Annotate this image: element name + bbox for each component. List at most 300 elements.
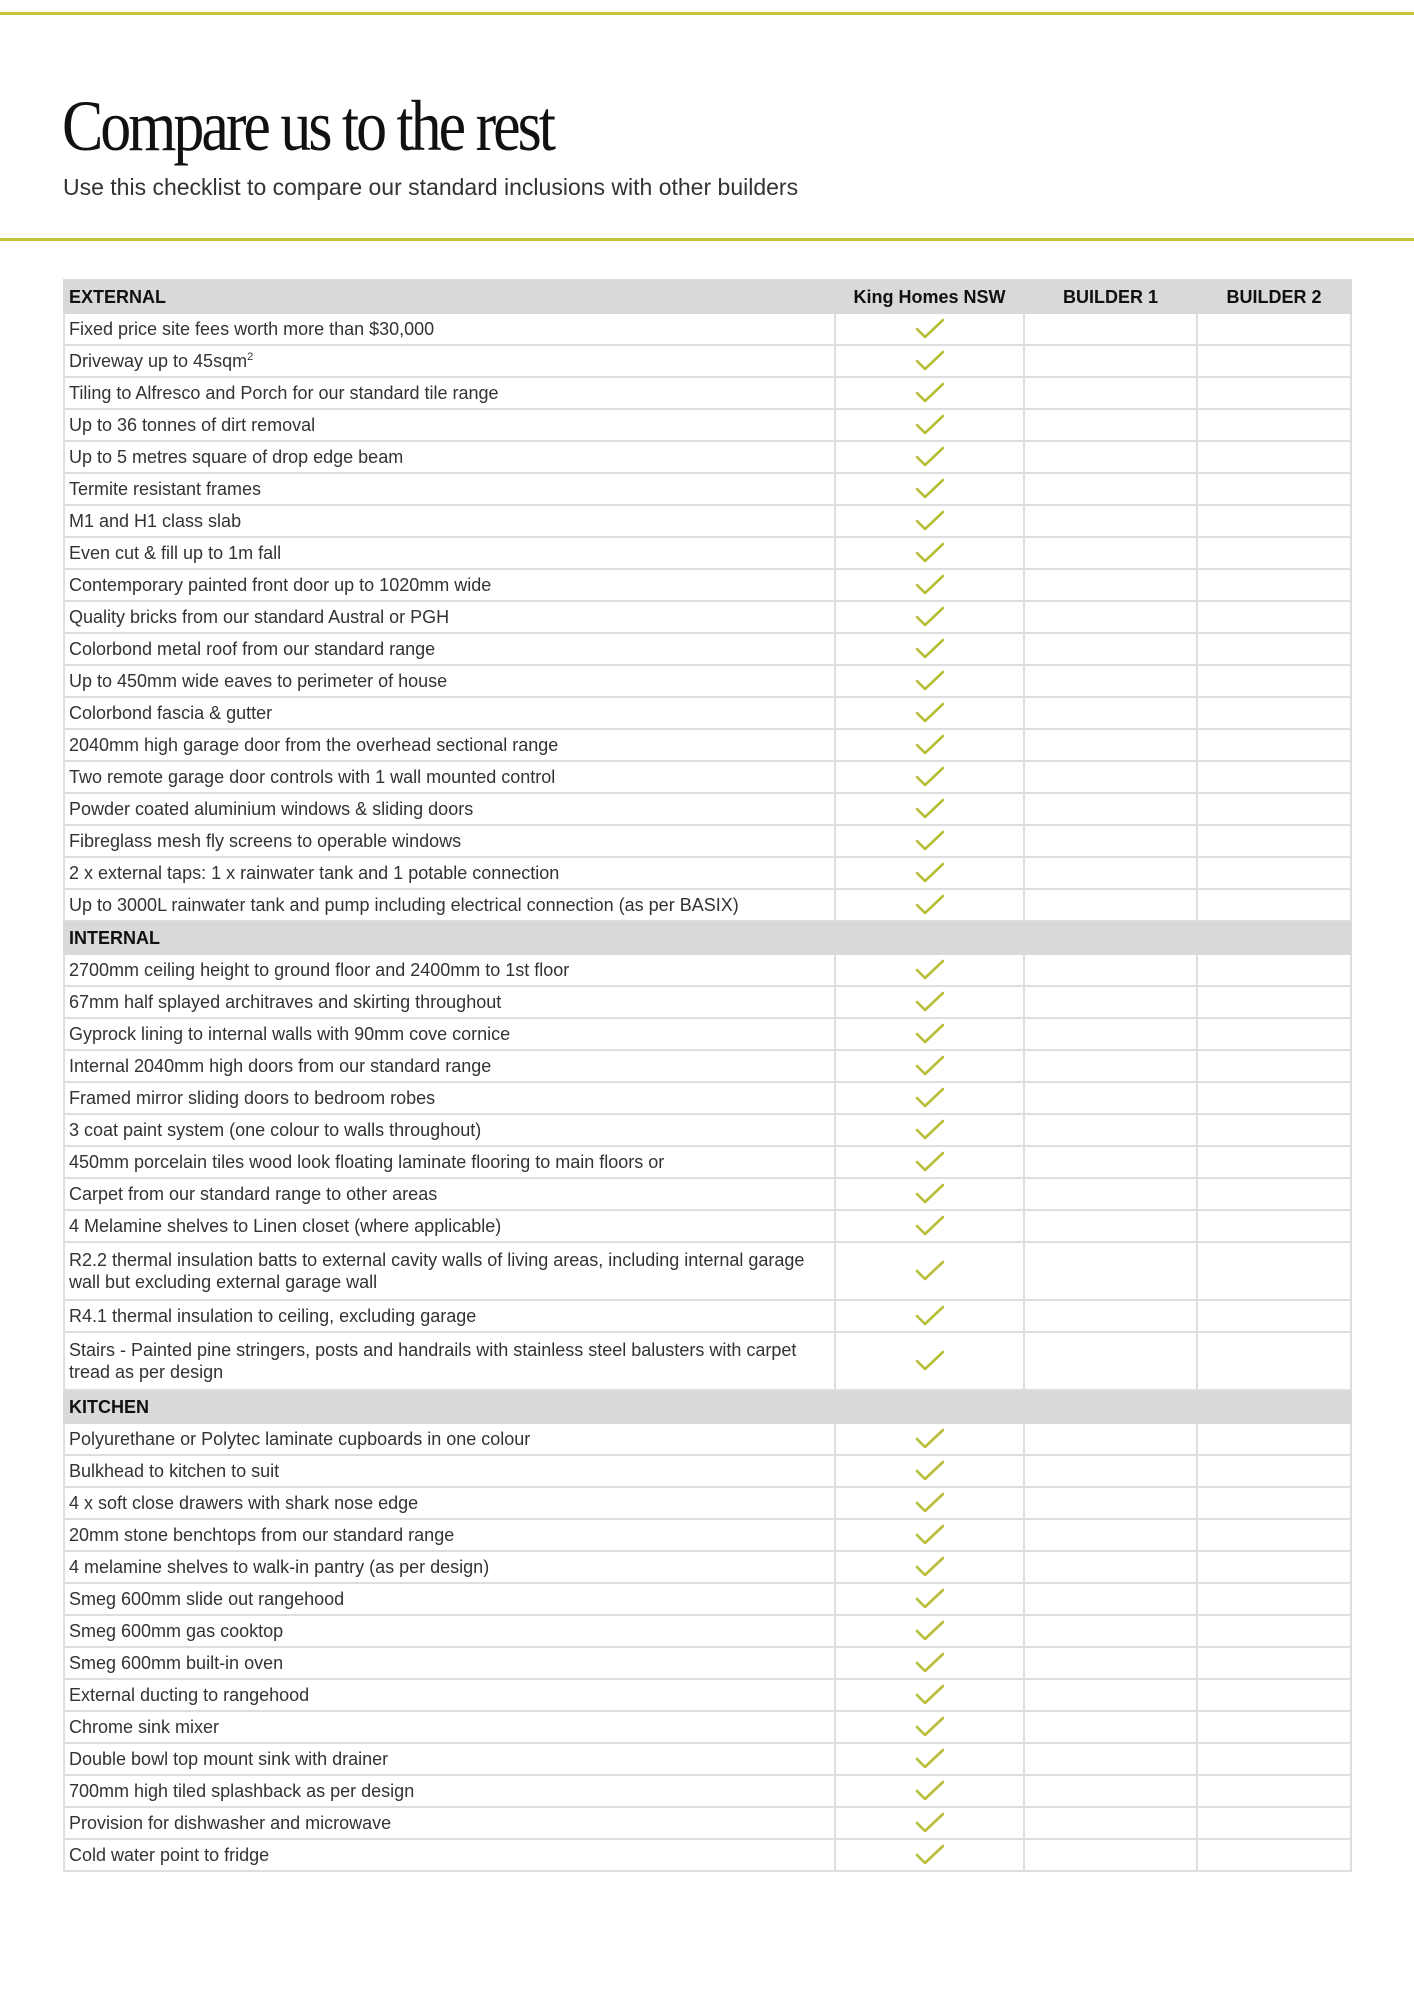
inclusion-text: Colorbond metal roof from our standard range [69,639,436,659]
inclusion-description [64,665,835,697]
builder-2-checkbox-cell[interactable] [1197,377,1351,409]
checkmark-icon [913,380,947,406]
column-header-builder-2: BUILDER 2 [1197,280,1351,313]
builder-2-checkbox-cell[interactable] [1197,441,1351,473]
builder-1-checkbox-cell[interactable] [1024,409,1197,441]
builder-1-checkbox-cell[interactable] [1024,377,1197,409]
inclusion-description [64,345,835,377]
builder-2-checkbox-cell[interactable] [1197,1178,1351,1210]
table-row [64,729,1351,761]
king-homes-cell [835,1551,1024,1583]
builder-2-checkbox-cell[interactable] [1197,1839,1351,1871]
inclusion-text: Double bowl top mount sink with drainer [69,1749,389,1769]
builder-2-checkbox-cell[interactable] [1197,1455,1351,1487]
builder-2-checkbox-cell[interactable] [1197,889,1351,921]
checkmark-icon [913,989,947,1015]
builder-1-checkbox-cell[interactable] [1024,1519,1197,1551]
builder-1-checkbox-cell[interactable] [1024,665,1197,697]
table-row [64,377,1351,409]
inclusion-description [64,729,835,761]
table-row [64,1018,1351,1050]
builder-2-checkbox-cell[interactable] [1197,473,1351,505]
builder-2-checkbox-cell[interactable] [1197,1583,1351,1615]
inclusion-description [64,1332,835,1390]
king-homes-cell [835,1775,1024,1807]
builder-2-checkbox-cell[interactable] [1197,1210,1351,1242]
section-label-internal: INTERNAL [64,921,1351,954]
king-homes-cell [835,857,1024,889]
inclusion-text: 20mm stone benchtops from our standard range [69,1525,455,1545]
top-accent-rule [0,12,1414,15]
inclusion-description [64,409,835,441]
section-header-row [64,280,1351,313]
king-homes-cell [835,1018,1024,1050]
builder-1-checkbox-cell[interactable] [1024,1839,1197,1871]
builder-2-checkbox-cell[interactable] [1197,345,1351,377]
inclusion-description [64,1300,835,1332]
builder-1-checkbox-cell[interactable] [1024,1300,1197,1332]
inclusion-description [64,1519,835,1551]
inclusion-text: Fixed price site fees worth more than $30,000 [69,319,435,339]
builder-2-checkbox-cell[interactable] [1197,761,1351,793]
table-row [64,1114,1351,1146]
inclusion-description [64,1551,835,1583]
builder-1-checkbox-cell[interactable] [1024,1114,1197,1146]
table-row [64,1455,1351,1487]
inclusion-text: External ducting to rangehood [69,1685,310,1705]
builder-1-checkbox-cell[interactable] [1024,537,1197,569]
builder-1-checkbox-cell[interactable] [1024,1583,1197,1615]
builder-1-checkbox-cell[interactable] [1024,1178,1197,1210]
table-row [64,665,1351,697]
king-homes-cell [835,1807,1024,1839]
comparison-table-body [64,280,1351,1871]
inclusion-description [64,1423,835,1455]
inclusion-text: R4.1 thermal insulation to ceiling, excluding garage [69,1306,477,1326]
inclusion-description [64,1487,835,1519]
table-row [64,889,1351,921]
inclusion-description [64,1583,835,1615]
checkmark-icon [913,1149,947,1175]
table-row [64,1711,1351,1743]
checkmark-icon [913,764,947,790]
king-homes-cell [835,889,1024,921]
inclusion-text: 2040mm high garage door from the overhead sectional range [69,735,559,755]
builder-1-checkbox-cell[interactable] [1024,1423,1197,1455]
builder-1-checkbox-cell[interactable] [1024,441,1197,473]
table-row [64,1332,1351,1390]
king-homes-cell [835,441,1024,473]
inclusion-text: Framed mirror sliding doors to bedroom robes [69,1088,436,1108]
builder-1-checkbox-cell[interactable] [1024,569,1197,601]
inclusion-text: R2.2 thermal insulation batts to external cavity walls of living areas, including internal garage wall but excluding external garage wall [69,1250,805,1292]
king-homes-cell [835,377,1024,409]
builder-2-checkbox-cell[interactable] [1197,1300,1351,1332]
builder-2-checkbox-cell[interactable] [1197,1551,1351,1583]
king-homes-cell [835,1050,1024,1082]
table-row [64,537,1351,569]
table-row [64,1210,1351,1242]
inclusion-text: 2700mm ceiling height to ground floor and 2400mm to 1st floor [69,960,570,980]
checkmark-icon [913,700,947,726]
inclusion-description [64,1711,835,1743]
checkmark-icon [913,572,947,598]
inclusion-text: 450mm porcelain tiles wood look floating laminate flooring to main floors or [69,1152,665,1172]
inclusion-description [64,1839,835,1871]
inclusion-text: Even cut & fill up to 1m fall [69,543,282,563]
table-row [64,409,1351,441]
builder-2-checkbox-cell[interactable] [1197,729,1351,761]
king-homes-cell [835,825,1024,857]
checkmark-icon [913,1117,947,1143]
section-header-row [64,921,1351,954]
builder-1-checkbox-cell[interactable] [1024,1242,1197,1300]
page-title: Compare us to the rest [62,86,553,166]
inclusion-description [64,1647,835,1679]
checkmark-icon [913,1682,947,1708]
inclusion-description [64,537,835,569]
inclusion-description [64,1242,835,1300]
builder-2-checkbox-cell[interactable] [1197,1487,1351,1519]
king-homes-cell [835,1679,1024,1711]
table-row [64,1583,1351,1615]
table-row [64,1839,1351,1871]
table-row [64,1487,1351,1519]
king-homes-cell [835,1210,1024,1242]
king-homes-cell [835,793,1024,825]
king-homes-cell [835,1455,1024,1487]
king-homes-cell [835,1615,1024,1647]
inclusion-text: Contemporary painted front door up to 1020mm wide [69,575,492,595]
builder-2-checkbox-cell[interactable] [1197,1050,1351,1082]
builder-2-checkbox-cell[interactable] [1197,1615,1351,1647]
checkmark-icon [913,412,947,438]
builder-1-checkbox-cell[interactable] [1024,345,1197,377]
checkmark-icon [913,1426,947,1452]
inclusion-description [64,857,835,889]
inclusion-text: Gyprock lining to internal walls with 90mm cove cornice [69,1024,511,1044]
checkmark-icon [913,1586,947,1612]
builder-1-checkbox-cell[interactable] [1024,1711,1197,1743]
checkmark-icon [913,1842,947,1868]
builder-2-checkbox-cell[interactable] [1197,665,1351,697]
checkmark-icon [913,1490,947,1516]
inclusion-text: Colorbond fascia & gutter [69,703,273,723]
builder-2-checkbox-cell[interactable] [1197,537,1351,569]
inclusion-description [64,1807,835,1839]
king-homes-cell [835,1332,1024,1390]
builder-2-checkbox-cell[interactable] [1197,1807,1351,1839]
checkmark-icon [913,1778,947,1804]
builder-2-checkbox-cell[interactable] [1197,313,1351,345]
builder-1-checkbox-cell[interactable] [1024,1647,1197,1679]
table-row [64,825,1351,857]
builder-2-checkbox-cell[interactable] [1197,569,1351,601]
builder-2-checkbox-cell[interactable] [1197,697,1351,729]
column-header-builder-1: BUILDER 1 [1024,280,1197,313]
table-row [64,1615,1351,1647]
king-homes-cell [835,1487,1024,1519]
king-homes-cell [835,1146,1024,1178]
builder-2-checkbox-cell[interactable] [1197,1743,1351,1775]
inclusion-text: Internal 2040mm high doors from our standard range [69,1056,492,1076]
checkmark-icon [913,540,947,566]
builder-1-checkbox-cell[interactable] [1024,1807,1197,1839]
table-row [64,313,1351,345]
table-row [64,1647,1351,1679]
builder-2-checkbox-cell[interactable] [1197,1679,1351,1711]
king-homes-cell [835,1423,1024,1455]
king-homes-cell [835,1711,1024,1743]
builder-2-checkbox-cell[interactable] [1197,1775,1351,1807]
inclusion-description [64,473,835,505]
builder-2-checkbox-cell[interactable] [1197,1114,1351,1146]
inclusion-text: Powder coated aluminium windows & sliding doors [69,799,474,819]
builder-2-checkbox-cell[interactable] [1197,1519,1351,1551]
inclusion-text: Smeg 600mm built-in oven [69,1653,284,1673]
builder-1-checkbox-cell[interactable] [1024,633,1197,665]
table-row [64,1679,1351,1711]
section-label-kitchen: KITCHEN [64,1390,1351,1423]
inclusion-description [64,1146,835,1178]
builder-2-checkbox-cell[interactable] [1197,1711,1351,1743]
builder-1-checkbox-cell[interactable] [1024,1018,1197,1050]
inclusion-description [64,1615,835,1647]
builder-2-checkbox-cell[interactable] [1197,825,1351,857]
builder-1-checkbox-cell[interactable] [1024,1082,1197,1114]
checkmark-icon [913,1213,947,1239]
inclusion-description [64,697,835,729]
builder-2-checkbox-cell[interactable] [1197,1018,1351,1050]
checkmark-icon [913,1021,947,1047]
king-homes-cell [835,537,1024,569]
table-row [64,1743,1351,1775]
inclusion-description [64,761,835,793]
checkmark-icon [913,1522,947,1548]
builder-2-checkbox-cell[interactable] [1197,633,1351,665]
king-homes-cell [835,954,1024,986]
table-row [64,1300,1351,1332]
inclusion-description [64,1018,835,1050]
builder-2-checkbox-cell[interactable] [1197,409,1351,441]
builder-2-checkbox-cell[interactable] [1197,1146,1351,1178]
table-row [64,793,1351,825]
king-homes-cell [835,1647,1024,1679]
builder-1-checkbox-cell[interactable] [1024,505,1197,537]
checkmark-icon [913,796,947,822]
checkmark-icon [913,1458,947,1484]
inclusion-description [64,313,835,345]
checkmark-icon [913,668,947,694]
king-homes-cell [835,505,1024,537]
builder-1-checkbox-cell[interactable] [1024,473,1197,505]
inclusion-description [64,1775,835,1807]
builder-2-checkbox-cell[interactable] [1197,1332,1351,1390]
checkmark-icon [913,316,947,342]
table-row [64,1551,1351,1583]
checkmark-icon [913,892,947,918]
inclusion-description [64,505,835,537]
builder-1-checkbox-cell[interactable] [1024,1332,1197,1390]
builder-2-checkbox-cell[interactable] [1197,1423,1351,1455]
builder-1-checkbox-cell[interactable] [1024,1615,1197,1647]
table-row [64,1146,1351,1178]
builder-1-checkbox-cell[interactable] [1024,1146,1197,1178]
king-homes-cell [835,665,1024,697]
inclusion-description [64,1114,835,1146]
king-homes-cell [835,313,1024,345]
inclusion-description [64,633,835,665]
header-divider-rule [0,238,1414,241]
table-row [64,601,1351,633]
builder-1-checkbox-cell[interactable] [1024,825,1197,857]
checkmark-icon [913,604,947,630]
inclusion-description [64,1050,835,1082]
inclusion-text: Up to 36 tonnes of dirt removal [69,415,316,435]
checkmark-icon [913,636,947,662]
inclusion-text: Up to 5 metres square of drop edge beam [69,447,404,467]
table-row [64,441,1351,473]
builder-2-checkbox-cell[interactable] [1197,954,1351,986]
inclusion-text: Two remote garage door controls with 1 wall mounted control [69,767,556,787]
king-homes-cell [835,729,1024,761]
king-homes-cell [835,473,1024,505]
table-row [64,857,1351,889]
king-homes-cell [835,345,1024,377]
checkmark-icon [913,1053,947,1079]
builder-1-checkbox-cell[interactable] [1024,986,1197,1018]
inclusion-description [64,1679,835,1711]
inclusion-text: 4 Melamine shelves to Linen closet (where applicable) [69,1216,502,1236]
king-homes-cell [835,633,1024,665]
checkmark-icon [913,732,947,758]
builder-2-checkbox-cell[interactable] [1197,793,1351,825]
builder-2-checkbox-cell[interactable] [1197,601,1351,633]
king-homes-cell [835,697,1024,729]
builder-1-checkbox-cell[interactable] [1024,954,1197,986]
king-homes-cell [835,986,1024,1018]
table-row [64,1082,1351,1114]
builder-2-checkbox-cell[interactable] [1197,1647,1351,1679]
inclusion-text: 3 coat paint system (one colour to walls throughout) [69,1120,482,1140]
inclusion-description [64,825,835,857]
inclusion-text: Up to 450mm wide eaves to perimeter of house [69,671,448,691]
builder-2-checkbox-cell[interactable] [1197,857,1351,889]
builder-2-checkbox-cell[interactable] [1197,986,1351,1018]
builder-1-checkbox-cell[interactable] [1024,761,1197,793]
builder-1-checkbox-cell[interactable] [1024,729,1197,761]
table-row [64,1242,1351,1300]
builder-1-checkbox-cell[interactable] [1024,1775,1197,1807]
inclusion-text: Chrome sink mixer [69,1717,220,1737]
table-row [64,633,1351,665]
king-homes-cell [835,1114,1024,1146]
builder-1-checkbox-cell[interactable] [1024,313,1197,345]
inclusion-text: 2 x external taps: 1 x rainwater tank and 1 potable connection [69,863,560,883]
builder-1-checkbox-cell[interactable] [1024,857,1197,889]
checkmark-icon [913,860,947,886]
inclusion-text: Provision for dishwasher and microwave [69,1813,392,1833]
inclusion-text: Driveway up to 45sqm [69,351,248,371]
king-homes-cell [835,1583,1024,1615]
inclusion-text: Fibreglass mesh fly screens to operable windows [69,831,462,851]
king-homes-cell [835,761,1024,793]
table-row [64,1423,1351,1455]
checkmark-icon [913,444,947,470]
king-homes-cell [835,1082,1024,1114]
checkmark-icon [913,1348,947,1374]
inclusion-text: Smeg 600mm slide out rangehood [69,1589,345,1609]
table-row [64,345,1351,377]
checkmark-icon [913,1650,947,1676]
checkmark-icon [913,1258,947,1284]
builder-1-checkbox-cell[interactable] [1024,1487,1197,1519]
builder-2-checkbox-cell[interactable] [1197,505,1351,537]
inclusion-description [64,1455,835,1487]
checkmark-icon [913,1714,947,1740]
builder-1-checkbox-cell[interactable] [1024,889,1197,921]
builder-1-checkbox-cell[interactable] [1024,1551,1197,1583]
inclusion-text: M1 and H1 class slab [69,511,242,531]
inclusion-description [64,441,835,473]
checkmark-icon [913,1618,947,1644]
section-header-row [64,1390,1351,1423]
inclusion-text: Carpet from our standard range to other areas [69,1184,438,1204]
table-row [64,761,1351,793]
builder-1-checkbox-cell[interactable] [1024,793,1197,825]
builder-1-checkbox-cell[interactable] [1024,1050,1197,1082]
builder-1-checkbox-cell[interactable] [1024,697,1197,729]
inclusion-text: 4 melamine shelves to walk-in pantry (as per design) [69,1557,490,1577]
superscript: 2 [247,351,254,363]
builder-1-checkbox-cell[interactable] [1024,1743,1197,1775]
inclusion-text: 700mm high tiled splashback as per design [69,1781,415,1801]
inclusion-description [64,601,835,633]
inclusion-description [64,569,835,601]
king-homes-cell [835,1242,1024,1300]
table-row [64,1519,1351,1551]
checkmark-icon [913,1303,947,1329]
inclusion-description [64,1178,835,1210]
inclusion-text: Termite resistant frames [69,479,262,499]
king-homes-cell [835,1839,1024,1871]
builder-2-checkbox-cell[interactable] [1197,1242,1351,1300]
builder-1-checkbox-cell[interactable] [1024,1210,1197,1242]
builder-2-checkbox-cell[interactable] [1197,1082,1351,1114]
builder-1-checkbox-cell[interactable] [1024,1455,1197,1487]
inclusion-text: Up to 3000L rainwater tank and pump including electrical connection (as per BASIX) [69,895,739,915]
table-row [64,1807,1351,1839]
inclusion-text: Tiling to Alfresco and Porch for our standard tile range [69,383,499,403]
inclusion-description [64,1082,835,1114]
builder-1-checkbox-cell[interactable] [1024,601,1197,633]
table-row [64,954,1351,986]
table-row [64,697,1351,729]
checkmark-icon [913,1810,947,1836]
inclusion-description [64,793,835,825]
table-row [64,505,1351,537]
checkmark-icon [913,957,947,983]
king-homes-cell [835,601,1024,633]
table-row [64,1178,1351,1210]
section-label-external: EXTERNAL [64,280,835,313]
table-row [64,569,1351,601]
builder-1-checkbox-cell[interactable] [1024,1679,1197,1711]
checkmark-icon [913,476,947,502]
column-header-king-homes: King Homes NSW [835,280,1024,313]
inclusion-description [64,1210,835,1242]
checkmark-icon [913,1746,947,1772]
